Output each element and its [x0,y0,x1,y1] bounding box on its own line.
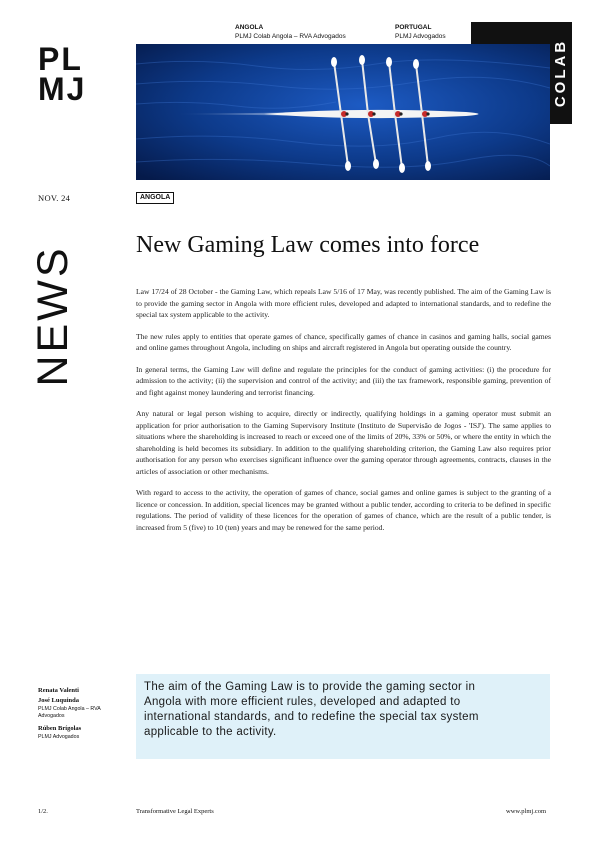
author-firm: PLMJ Colab Angola – RVA Advogados [38,706,101,719]
logo-line-1: PL [38,41,83,77]
office-country: PORTUGAL [395,24,432,31]
office-portugal [395,23,446,41]
paragraph: Law 17/24 of 28 October - the Gaming Law, which repeals Law 5/16 of 17 May, was recently published. The aim of the Gaming Law is to provide the gaming sector in Angola with more efficient rules, developed and adapted to international standards, and to redefine the special tax system applicable to the activity. [136,287,551,319]
author-firm: PLMJ Advogados [38,734,80,740]
article-body [136,286,551,543]
plmj-logo [38,41,102,112]
pull-quote-text: The aim of the Gaming Law is to provide the gaming sector in Angola with more efficient rules, developed and adapted to international standards, and to redefine the special tax system applicable to the activity. [144,681,479,738]
rowing-boat-image [136,44,550,180]
header-black-bar [471,22,550,44]
paragraph: Any natural or legal person wishing to acquire, directly or indirectly, qualifying holdings in a gaming operator must submit an application for prior authorisation to the Gaming Supervisory Institute (Instituto de Supervisão de Jogos - 'ISJ'). The same applies to situations where the shareholding is increased to reach or exceed one of the limits of 20%, 33% or 50%, or where the entity in which the shareholding is held becomes its subsidiary. In addition to the qualifying shareholding criterion, the Gaming Law also requires prior authorisation for any person who exercises significant influence over the gaming operator through agreements, contracts, clauses in the articles of association or other mechanisms. [136,409,551,476]
office-angola [235,23,346,41]
author-name: José Luquinda [38,697,80,704]
paragraph: The new rules apply to entities that operate games of chance, specifically games of chance in casinos and gaming halls, social games and online games throughout Angola, including on ships and aircraft registered in Angola but operating outside the country. [136,331,551,352]
page-number: 1/2. [38,808,48,815]
paragraph: With regard to access to the activity, the operation of games of chance, social games and online games is subject to the granting of a licence or concession. In addition, special licences may be granted without a public tender, according to criteria to be defined in specific regulations. The period of validity of these licences for the operation of games of chance, which are the result of a public tender, is increased from 5 (five) to 10 (ten) years and may be renewed for the same period. [136,488,551,532]
author-name: Rúben Brígolas [38,725,82,732]
footer-url[interactable]: www.plmj.com [506,808,547,815]
paragraph: In general terms, the Gaming Law will define and regulate the principles for the conduct of gaming activities: (i) the procedure for admission to the activity; (ii) the supervision and control of the activity; and (iii) the tax framework, responsible gaming, prevention of and fight against money laundering and terrorist financing. [136,364,551,397]
office-country: ANGOLA [235,24,264,31]
office-firm: PLMJ Advogados [395,33,446,40]
colab-label: COLAB [552,38,569,108]
article-title: New Gaming Law comes into force [136,232,480,258]
issue-date: NOV. 24 [38,193,71,203]
footer-tagline: Transformative Legal Experts [136,808,214,815]
author-name: Renata Valenti [38,687,79,694]
section-label: NEWS [29,245,77,387]
hero-image [136,44,550,180]
pull-quote [136,674,550,759]
authors-block [38,686,128,745]
jurisdiction-tag: ANGOLA [136,192,174,204]
office-firm: PLMJ Colab Angola – RVA Advogados [235,33,346,40]
logo-line-2: MJ [38,71,87,107]
